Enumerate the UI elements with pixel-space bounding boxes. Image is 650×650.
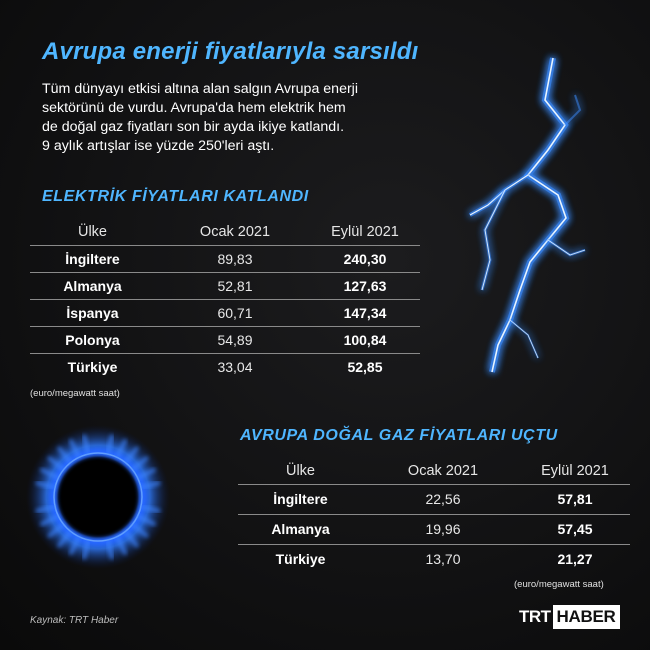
trt-haber-logo	[519, 605, 620, 629]
sep-value-cell: 57,45	[557, 521, 593, 537]
table-row	[30, 353, 420, 380]
country-cell: İngiltere	[65, 251, 120, 267]
country-cell: Almanya	[271, 521, 330, 537]
logo-haber: HABER	[553, 605, 620, 629]
column-header-sep: Eylül 2021	[331, 224, 399, 240]
jan-value-cell: 22,56	[425, 491, 461, 507]
country-cell: Türkiye	[275, 551, 326, 567]
country-cell: Türkiye	[67, 359, 118, 375]
electricity-section-title: ELEKTRİK FİYATLARI KATLANDI	[42, 188, 309, 205]
table-row	[30, 299, 420, 326]
page-title: Avrupa enerji fiyatlarıyla sarsıldı	[42, 38, 419, 65]
column-header-jan: Ocak 2021	[407, 463, 479, 479]
column-header-country: Ülke	[77, 224, 107, 240]
gas-unit-note: (euro/megawatt saat)	[514, 579, 604, 590]
column-header-sep: Eylül 2021	[541, 463, 609, 479]
intro-line: sektörünü de vurdu. Avrupa'da hem elektrik hem	[42, 100, 346, 116]
gas-flame-icon	[26, 425, 170, 569]
gas-table	[238, 458, 630, 574]
jan-value-cell: 13,70	[425, 551, 461, 567]
intro-line: 9 aylık artışlar ise yüzde 250'leri aştı.	[42, 138, 275, 154]
electricity-table	[30, 219, 420, 380]
column-header-country: Ülke	[285, 463, 315, 479]
jan-value-cell: 52,81	[217, 278, 253, 294]
jan-value-cell: 33,04	[217, 359, 253, 375]
sep-value-cell: 100,84	[343, 332, 387, 348]
jan-value-cell: 54,89	[217, 332, 253, 348]
table-row	[238, 484, 630, 514]
source-note: Kaynak: TRT Haber	[30, 615, 119, 626]
column-header-jan: Ocak 2021	[199, 224, 271, 240]
jan-value-cell: 60,71	[217, 305, 253, 321]
electricity-unit-note: (euro/megawatt saat)	[30, 388, 120, 399]
intro-line: de doğal gaz fiyatları son bir ayda ikiye katlandı.	[42, 119, 345, 135]
jan-value-cell: 89,83	[217, 251, 253, 267]
sep-value-cell: 21,27	[557, 551, 593, 567]
country-cell: Almanya	[63, 278, 122, 294]
country-cell: İngiltere	[273, 491, 328, 507]
table-row	[30, 326, 420, 353]
sep-value-cell: 127,63	[343, 278, 387, 294]
table-header-row	[238, 458, 630, 484]
jan-value-cell: 19,96	[425, 521, 461, 537]
table-row	[30, 245, 420, 272]
sep-value-cell: 147,34	[343, 305, 387, 321]
sep-value-cell: 57,81	[557, 491, 593, 507]
table-row	[30, 272, 420, 299]
logo-trt: TRT	[519, 607, 551, 626]
table-row	[238, 514, 630, 544]
table-row	[238, 544, 630, 574]
gas-section-title: AVRUPA DOĞAL GAZ FİYATLARI UÇTU	[240, 427, 558, 444]
intro-text	[42, 80, 462, 156]
table-header-row	[30, 219, 420, 245]
country-cell: Polonya	[65, 332, 120, 348]
lightning-bolt-icon	[470, 58, 585, 372]
country-cell: İspanya	[66, 305, 119, 321]
sep-value-cell: 240,30	[343, 251, 387, 267]
intro-line: Tüm dünyayı etkisi altına alan salgın Avrupa enerji	[42, 81, 358, 97]
sep-value-cell: 52,85	[347, 359, 383, 375]
